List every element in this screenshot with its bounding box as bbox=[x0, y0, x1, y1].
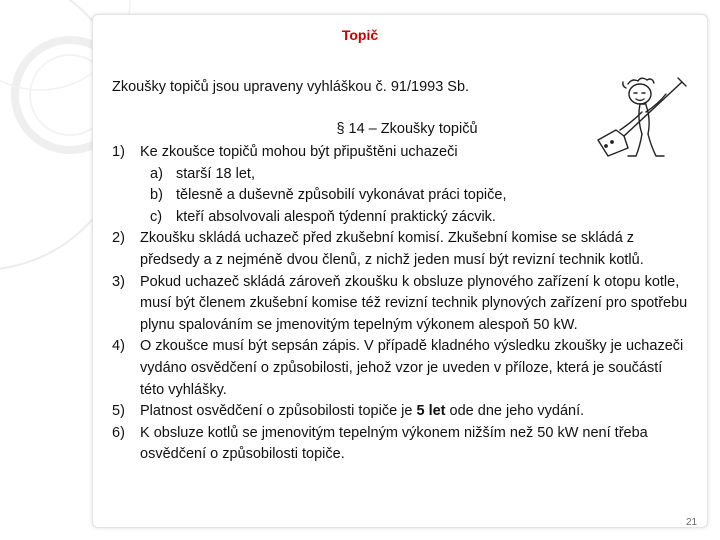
list-item-text: Pokud uchazeč skládá zároveň zkoušku k obsluze plynového zařízení k otopu kotle, musí být členem zkušební komise též revizní technik plynových zařízení pro spotřebu plynu spalováním se jmenovitým tepelným výkonem alespoň 50 kW. bbox=[140, 273, 688, 333]
list-number: 4) bbox=[112, 338, 125, 355]
list-number: 3) bbox=[112, 273, 125, 290]
sub-list-text: starší 18 let, bbox=[176, 165, 255, 182]
list-item-text: Ke zkoušce topičů mohou být připuštěni uchazeči bbox=[140, 144, 458, 160]
sub-list bbox=[140, 164, 690, 229]
list-item-text-before: Platnost osvědčení o způsobilosti topiče je bbox=[140, 403, 417, 420]
list-number: 5) bbox=[112, 403, 125, 420]
intro-text: Zkoušky topičů jsou upraveny vyhláškou č. 91/1993 Sb. bbox=[112, 79, 470, 95]
sub-list-item bbox=[140, 207, 690, 229]
stoker-shoveling-icon bbox=[590, 74, 695, 169]
list-item-text: K obsluze kotlů se jmenovitým tepelným výkonem nižším než 50 kW není třeba osvědčení o způsobilosti topiče. bbox=[140, 424, 648, 463]
page-number: 21 bbox=[686, 517, 698, 528]
list-item bbox=[112, 423, 690, 466]
list-item-text: O zkoušce musí být sepsán zápis. V případě kladného výsledku zkoušky je uchazeči vydáno osvědčení o způsobilosti, jehož vzor je uveden v příloze, která je součástí této vyhlášky. bbox=[140, 338, 684, 398]
page-title: Topič bbox=[341, 27, 379, 43]
section-heading: § 14 – Zkoušky topičů bbox=[336, 121, 478, 137]
regulation-list bbox=[112, 142, 690, 466]
list-item-text-after: ode dne jeho vydání. bbox=[445, 403, 585, 420]
list-item bbox=[112, 272, 690, 337]
sub-list-text: kteří absolvovali alespoň týdenní praktický zácvik. bbox=[176, 208, 496, 225]
validity-period: 5 let bbox=[416, 403, 446, 420]
sub-list-letter: b) bbox=[150, 187, 163, 204]
sub-list-item bbox=[140, 185, 690, 207]
sub-list-letter: a) bbox=[150, 165, 163, 182]
sub-list-text: tělesně a duševně způsobilí vykonávat práci topiče, bbox=[176, 187, 507, 204]
sub-list-letter: c) bbox=[150, 208, 163, 225]
list-item bbox=[112, 401, 690, 423]
list-number: 2) bbox=[112, 230, 125, 247]
list-item bbox=[112, 228, 690, 271]
list-item bbox=[112, 336, 690, 401]
list-number: 6) bbox=[112, 424, 125, 441]
list-item-text: Zkoušku skládá uchazeč před zkušební komisí. Zkušební komise se skládá z předsedy a z nejméně dvou členů, z nichž jeden musí být revizní technik kotlů. bbox=[140, 230, 644, 268]
list-number: 1) bbox=[112, 144, 125, 160]
